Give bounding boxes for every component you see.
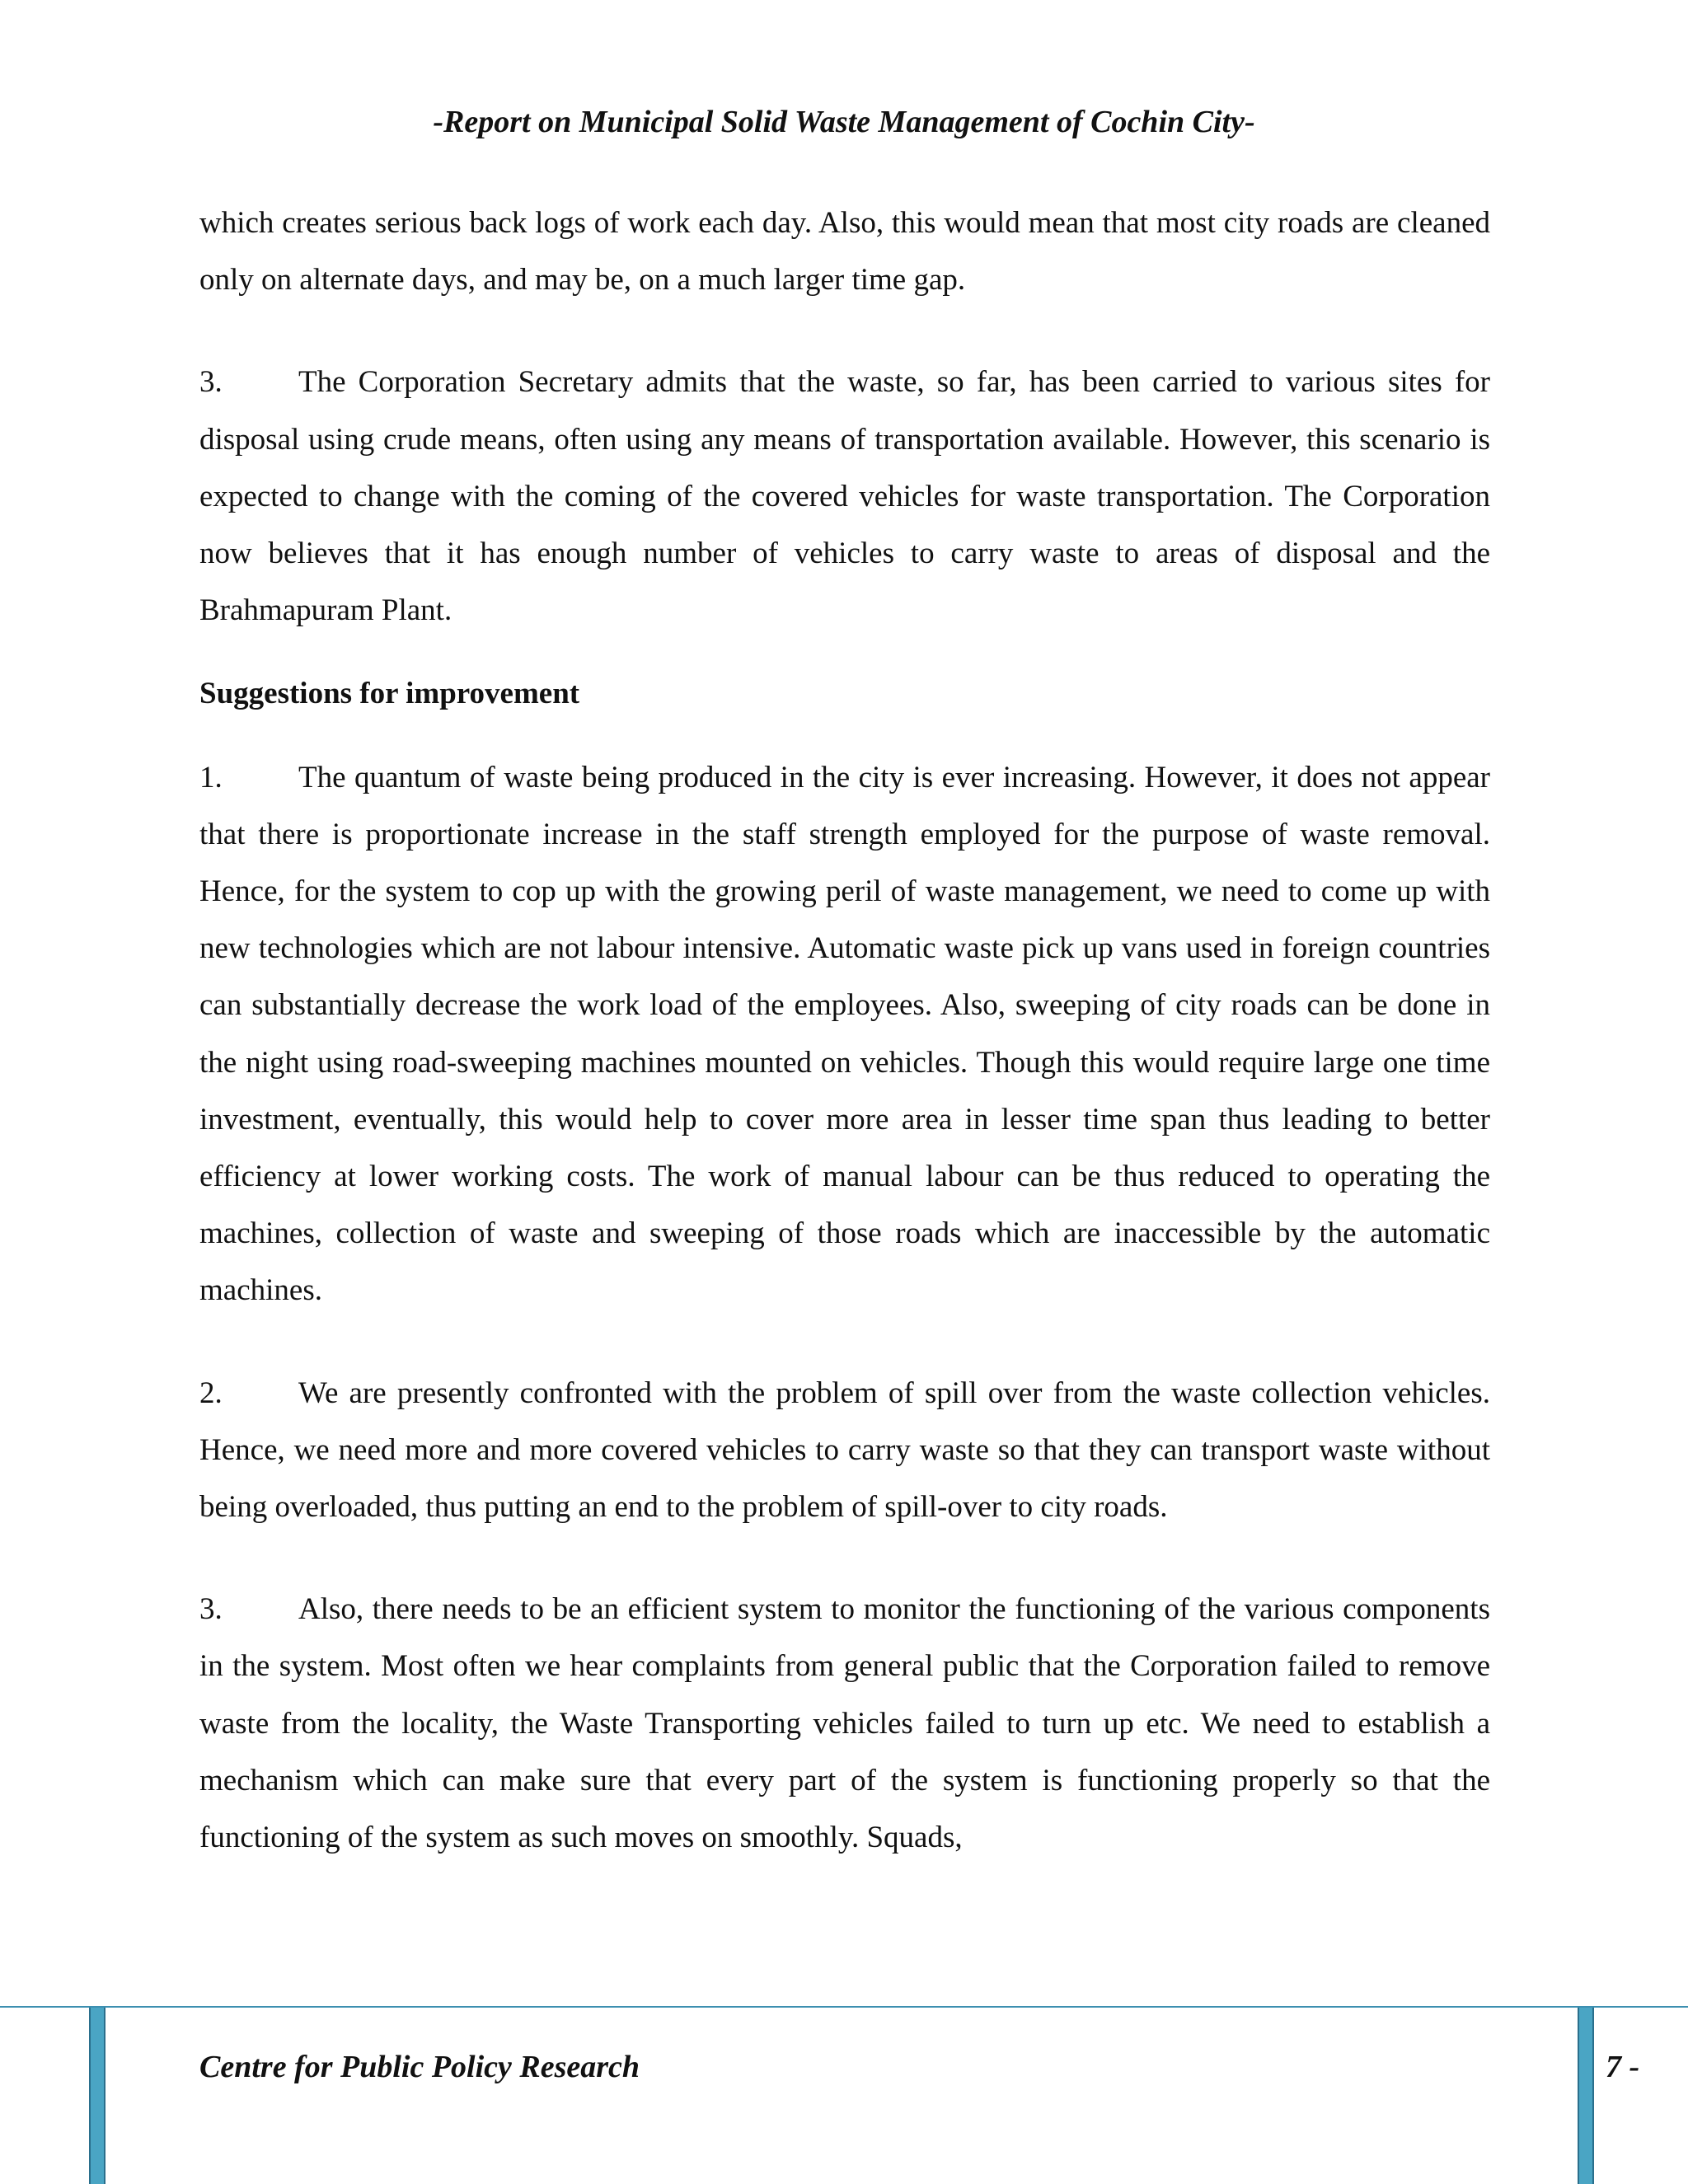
suggestion-1-paragraph <box>199 749 1490 1319</box>
footer-left-accent-bar <box>89 2008 106 2184</box>
suggestion-2-number: 2. <box>199 1376 223 1410</box>
suggestion-3-number: 3. <box>199 1592 223 1627</box>
spacer <box>199 639 1490 665</box>
spacer <box>199 1535 1490 1581</box>
suggestion-3-text: Also, there needs to be an efficient system to monitor the functioning of the various components in the system. Most often we hear complaints from general public that the Corporation failed to remove waste from the locality, the Waste Transporting vehicles failed to turn up etc. We need to establish a mechanism which can make sure that every part of the system is functioning properly so that the functioning of the system as such moves on smoothly. Squads, <box>199 1592 1490 1855</box>
spacer <box>199 723 1490 749</box>
spacer <box>199 308 1490 354</box>
intro-paragraph: which creates serious back logs of work each day. Also, this would mean that most city roads are cleaned only on alternate days, and may be, on a much larger time gap. <box>199 206 1490 298</box>
point-3-paragraph <box>199 354 1490 639</box>
point-3-number: 3. <box>199 365 223 400</box>
suggestion-1-number: 1. <box>199 760 223 794</box>
footer-divider <box>0 2006 1688 2008</box>
footer-organization: Centre for Public Policy Research <box>199 2050 640 2084</box>
point-3-text: The Corporation Secretary admits that the waste, so far, has been carried to various sites for disposal using crude means, often using any means of transportation available. However, this scenario is expected to change with the coming of the covered vehicles for waste transportation. The Corporation now believes that it has enough number of vehicles to carry waste to areas of disposal and the Brahmapuram Plant. <box>199 365 1490 628</box>
page-number: 7 - <box>1606 2050 1640 2084</box>
document-body <box>199 194 1490 1866</box>
footer-right-accent-bar <box>1578 2008 1594 2184</box>
suggestion-1-text: The quantum of waste being produced in the city is ever increasing. However, it does not appear that there is proportionate increase in the staff strength employed for the purpose of waste removal. Hence, for the system to cop up with the growing peril of waste management, we need to come up with new technologies which are not labour intensive. Automatic waste pick up vans used in foreign countries can substantially decrease the work load of the employees. Also, sweeping of city roads can be done in the night using road-sweeping machines mounted on vehicles. Though this would require large one time investment, eventually, this would help to cover more area in lesser time span thus leading to better efficiency at lower working costs. The work of manual labour can be thus reduced to operating the machines, collection of waste and sweeping of those roads which are inaccessible by the automatic machines. <box>199 760 1490 1308</box>
suggestions-heading: Suggestions for improvement <box>199 677 580 711</box>
spacer <box>199 1319 1490 1365</box>
report-header-title: -Report on Municipal Solid Waste Management of Cochin City- <box>433 105 1255 139</box>
suggestion-2-text: We are presently confronted with the problem of spill over from the waste collection vehicles. Hence, we need more and more covered vehicles to carry waste so that they can transport waste without being overloaded, thus putting an end to the problem of spill-over to city roads. <box>199 1376 1490 1525</box>
suggestion-2-paragraph <box>199 1365 1490 1536</box>
suggestion-3-paragraph <box>199 1581 1490 1866</box>
